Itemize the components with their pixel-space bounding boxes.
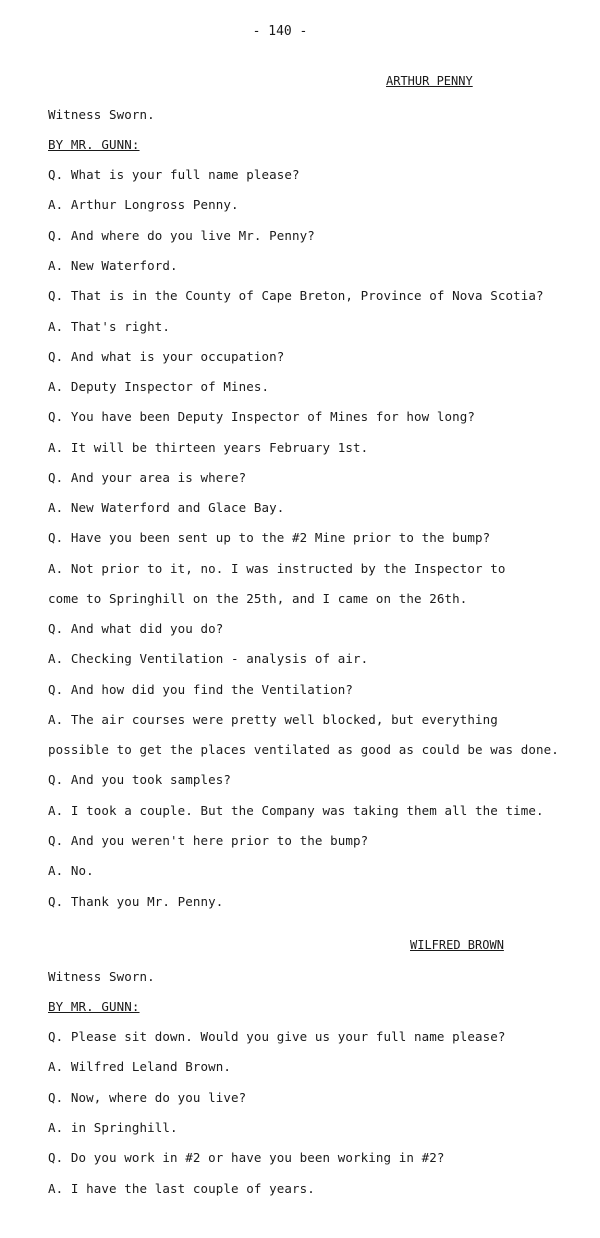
transcript-line: Q. And where do you live Mr. Penny? [48,228,315,243]
transcript-line: Q. That is in the County of Cape Breton, Province of Nova Scotia? [48,288,544,303]
transcript-line: Q. Have you been sent up to the #2 Mine prior to the bump? [48,530,491,545]
transcript-line: A. I took a couple. But the Company was taking them all the time. [48,803,544,818]
transcript-line: Q. What is your full name please? [48,167,300,182]
witness-sworn: Witness Sworn. [48,969,155,984]
witness-heading-penny: ARTHUR PENNY [386,74,473,88]
transcript-line: Q. And you took samples? [48,772,232,787]
transcript-line: Q. And what did you do? [48,621,224,636]
transcript-line: A. Not prior to it, no. I was instructed by the Inspector to [48,561,506,576]
examiner-label: BY MR. GUNN: [48,999,140,1014]
transcript-line: Q. Now, where do you live? [48,1090,247,1105]
transcript-line: Q. And your area is where? [48,470,247,485]
transcript-line: A. New Waterford. [48,258,178,273]
transcript-line: Q. And you weren't here prior to the bump? [48,833,369,848]
transcript-line: A. That's right. [48,319,171,334]
transcript-line: A. Arthur Longross Penny. [48,197,239,212]
witness-sworn: Witness Sworn. [48,107,155,122]
transcript-line: A. The air courses were pretty well blocked, but everything [48,712,498,727]
transcript-line: Q. Thank you Mr. Penny. [48,894,224,909]
transcript-line: A. I have the last couple of years. [48,1181,315,1196]
page-number: - 140 - [252,24,308,39]
transcript-line: A. in Springhill. [48,1120,178,1135]
witness-heading-brown: WILFRED BROWN [410,938,504,952]
transcript-line: A. Checking Ventilation - analysis of air. [48,651,369,666]
transcript-line-continued: come to Springhill on the 25th, and I came on the 26th. [48,591,468,606]
transcript-line: A. Deputy Inspector of Mines. [48,379,270,394]
transcript-line-continued: possible to get the places ventilated as good as could be was done. [48,742,559,757]
transcript-line: A. Wilfred Leland Brown. [48,1059,232,1074]
transcript-line: A. New Waterford and Glace Bay. [48,500,285,515]
transcript-line: Q. You have been Deputy Inspector of Mines for how long? [48,409,476,424]
transcript-line: Q. Please sit down. Would you give us your full name please? [48,1029,506,1044]
transcript-line: Q. And how did you find the Ventilation? [48,682,354,697]
transcript-line: A. No. [48,863,94,878]
transcript-line: Q. Do you work in #2 or have you been working in #2? [48,1150,445,1165]
transcript-line: A. It will be thirteen years February 1st. [48,440,369,455]
examiner-label: BY MR. GUNN: [48,137,140,152]
transcript-line: Q. And what is your occupation? [48,349,285,364]
